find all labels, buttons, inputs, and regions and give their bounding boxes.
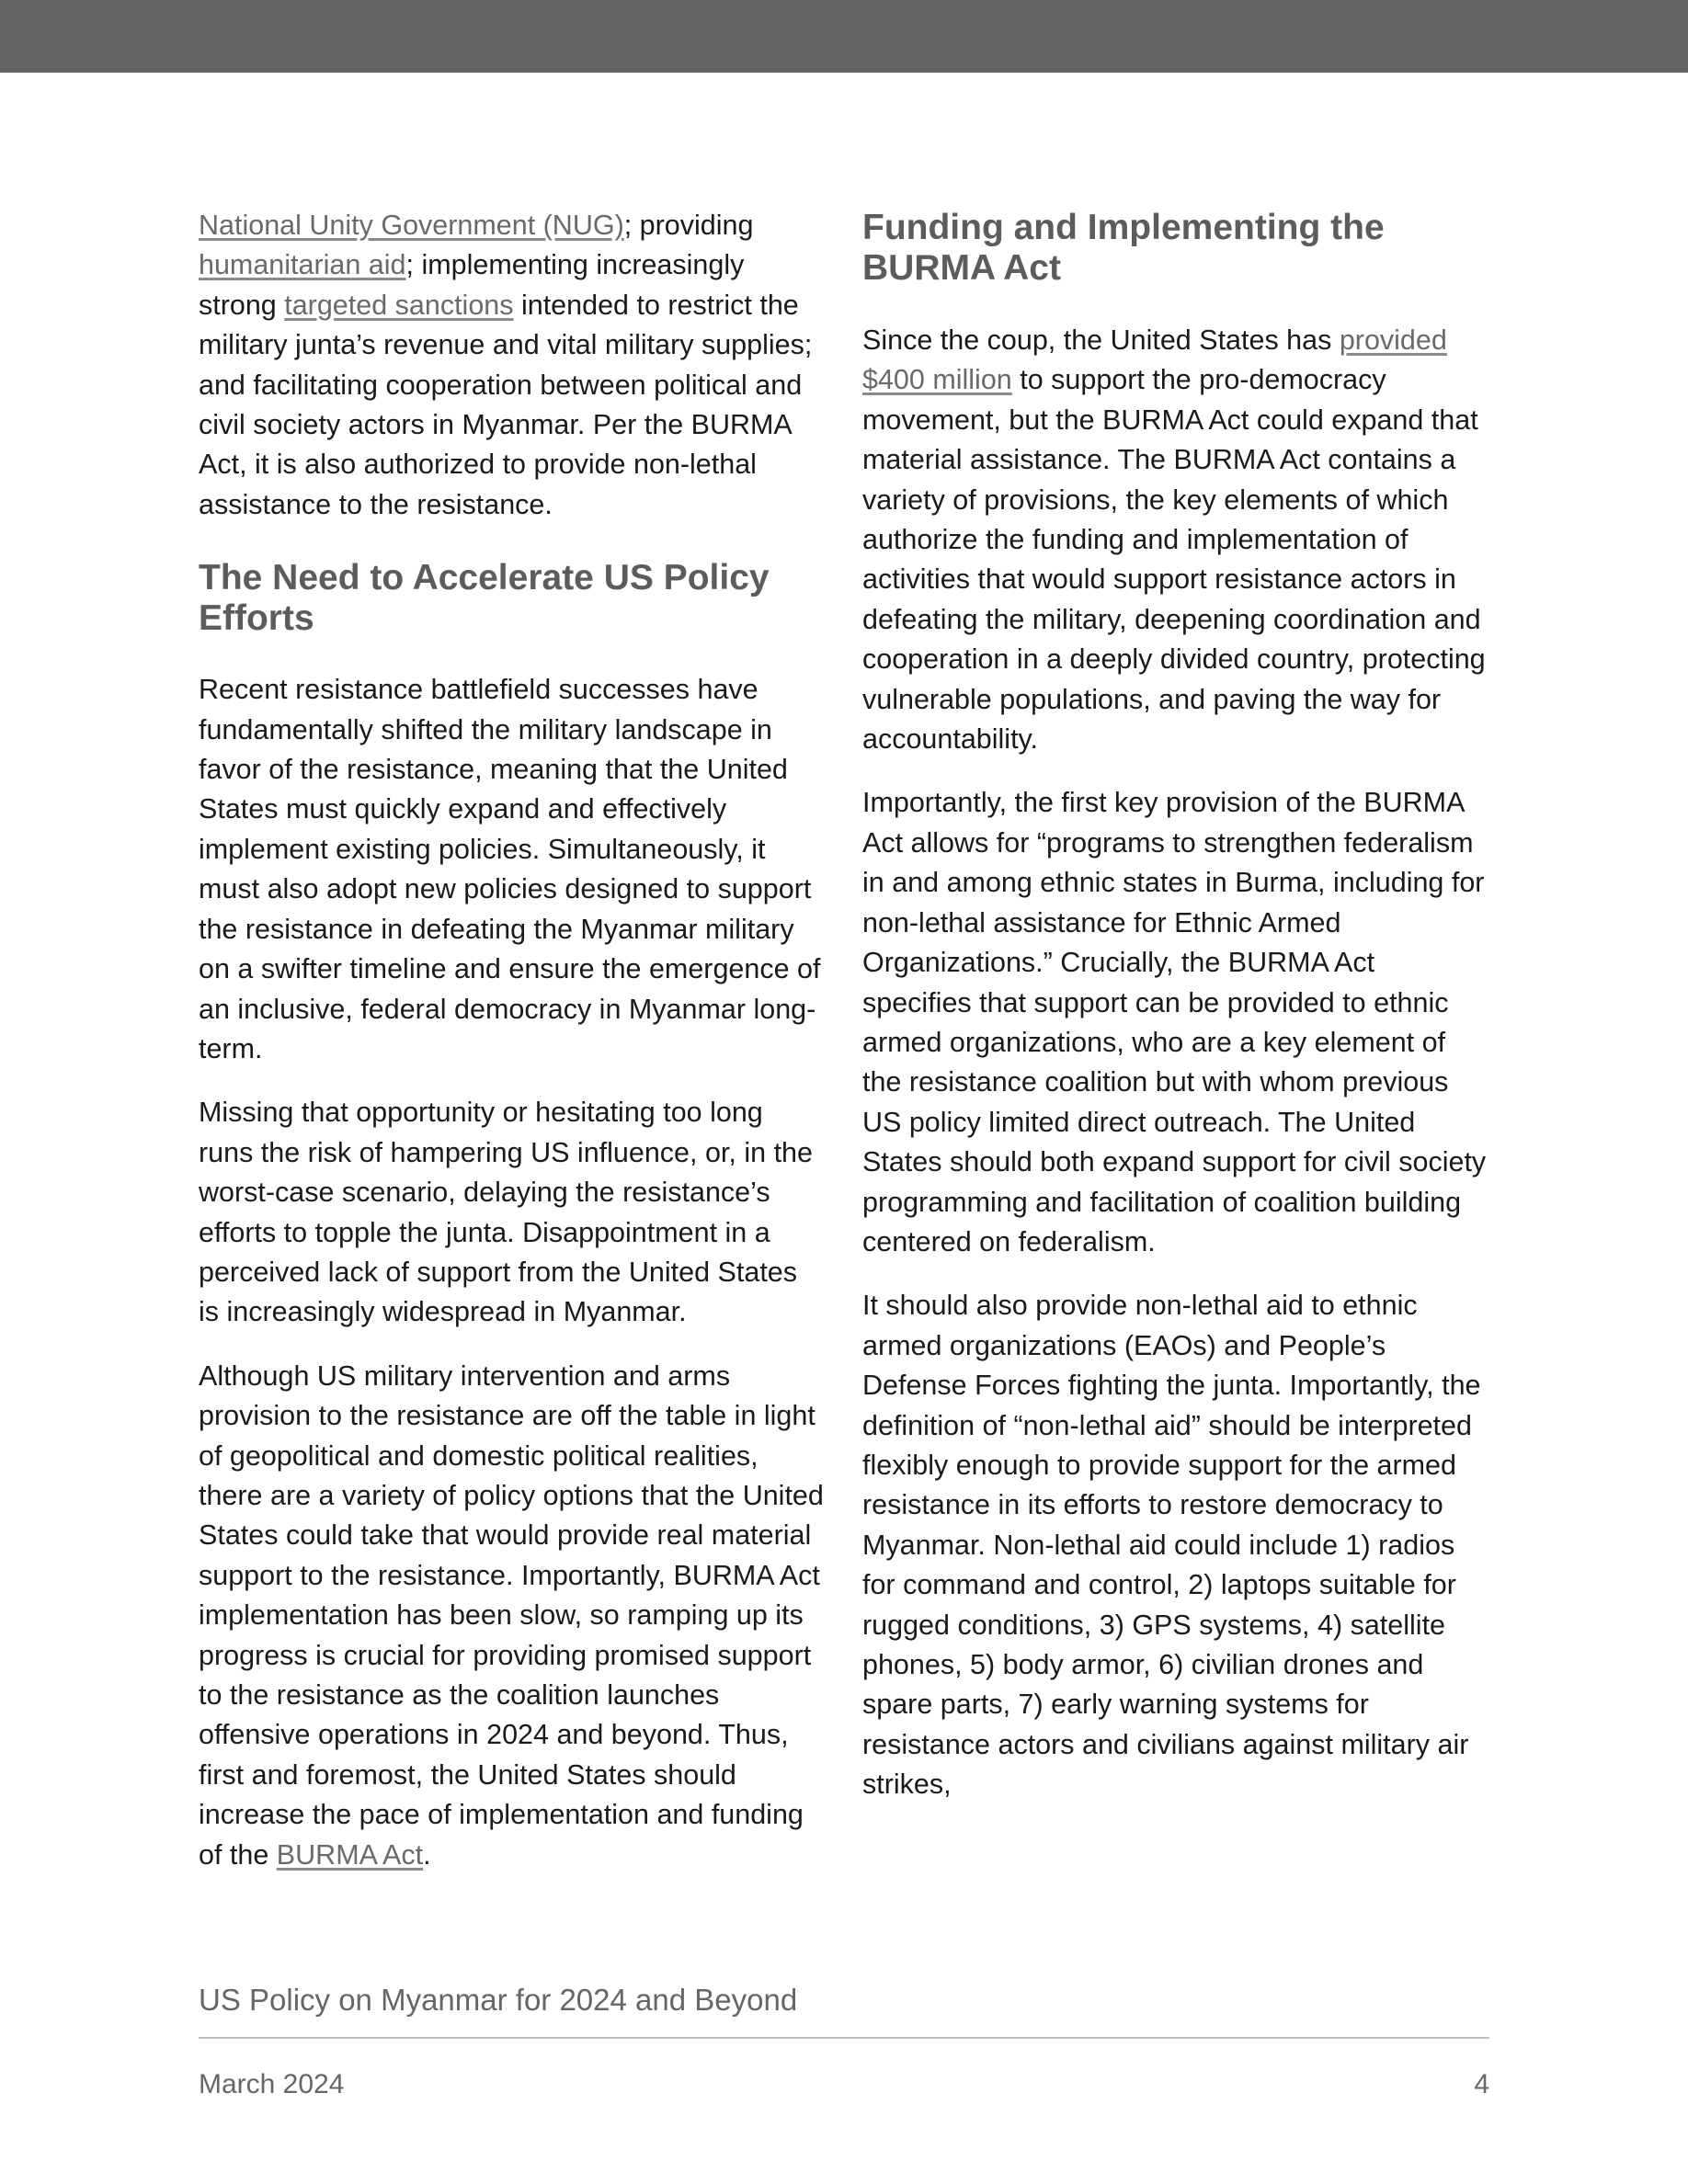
left-column (199, 206, 824, 1899)
paragraph-first-provision: Importantly, the first key provision of the BURMA Act allows for “programs to strengthen federalism in and among ethnic states in Burma, including for non-lethal assistance for Ethnic Armed Organizations.” Crucially, the BURMA Act specifies that support can be provided to ethnic armed organizations, who are a key element of the resistance coalition but with whom previous US policy limited direct outreach. The United States should both expand support for civil society programming and facilitation of coalition building centered on federalism. (862, 787, 1487, 1257)
footer-divider (199, 2037, 1489, 2039)
footer-date: March 2024 (199, 2069, 345, 2099)
right-column (862, 206, 1488, 1829)
intro-text-1: ; providing (623, 210, 754, 241)
paragraph-missing-opportunity: Missing that opportunity or hesitating too long runs the risk of hampering US influence, or, in the worst-case scenario, delaying the resistance’s efforts to topple the junta. Disappointment in a perceived lack of support from the United States is increasingly widespread in Myanmar. (199, 1097, 813, 1328)
paragraph-policy-options (199, 1357, 824, 1875)
provided-400-million-link[interactable]: provided $400 million (862, 324, 1447, 396)
section-heading-accelerate: The Need to Accelerate US Policy Efforts (199, 558, 770, 639)
footer-title: US Policy on Myanmar for 2024 and Beyond (199, 1983, 798, 2017)
targeted-sanctions-link[interactable]: targeted sanctions (284, 289, 514, 321)
nug-link[interactable]: National Unity Government (NUG) (199, 210, 624, 241)
burma-act-link[interactable]: BURMA Act (276, 1838, 424, 1871)
top-banner (0, 0, 1688, 73)
since-coup-text-2: to support the pro-democracy movement, but the BURMA Act could expand that material assistance. The BURMA Act contains a variety of provisions, the key elements of which authorize the funding and implementation of activities that would support resistance actors in defeating the military, deepening coordination and cooperation in a deeply divided country, protecting vulnerable populations, and paving the way for accountability. (862, 364, 1486, 756)
humanitarian-aid-link[interactable]: humanitarian aid (199, 249, 406, 281)
intro-paragraph (199, 206, 824, 525)
paragraph-since-coup (862, 321, 1488, 759)
policy-options-text: Although US military intervention and arms provision to the resistance are off the table in light of geopolitical and domestic political realities, there are a variety of policy options that the United States could take that would provide real material support to the resistance. Importantly, BURMA Act implementation has been slow, so ramping up its progress is crucial for providing promised support to the resistance as the coalition launches offensive operations in 2024 and beyond. Thus, first and foremost, the United States should increase the pace of implementation and funding of the (199, 1359, 824, 1871)
intro-text-3: intended to restrict the military junta’s revenue and vital military supplies; and facilitating cooperation between political and civil society actors in Myanmar. Per the BURMA Act, it is also authorized to provide non-lethal assistance to the resistance. (199, 289, 813, 520)
paragraph-battlefield: Recent resistance battlefield successes have fundamentally shifted the military landscape in favor of the resistance, meaning that the United States must quickly expand and effectively implement existing policies. Simultaneously, it must also adopt new policies designed to support the resistance in defeating the Myanmar military on a swifter timeline and ensure the emergence of an inclusive, federal democracy in Myanmar long-term. (199, 674, 821, 1064)
section-heading-funding: Funding and Implementing the BURMA Act (862, 208, 1385, 288)
paragraph-non-lethal-aid: It should also provide non-lethal aid to ethnic armed organizations (EAOs) and People’s Defense Forces fighting the junta. Importantly, the definition of “non-lethal aid” should be interpreted flexibly enough to provide support for the armed resistance in its efforts to restore democracy to Myanmar. Non-lethal aid could include 1) radios for command and control, 2) laptops suitable for rugged conditions, 3) GPS systems, 4) satellite phones, 5) body armor, 6) civilian drones and spare parts, 7) early warning systems for resistance actors and civilians against military air strikes, (862, 1290, 1481, 1801)
policy-options-end: . (423, 1838, 431, 1871)
since-coup-text-1: Since the coup, the United States has (862, 324, 1340, 356)
intro-text-2: ; implementing increasingly strong (199, 249, 745, 321)
page-number: 4 (1474, 2069, 1489, 2099)
